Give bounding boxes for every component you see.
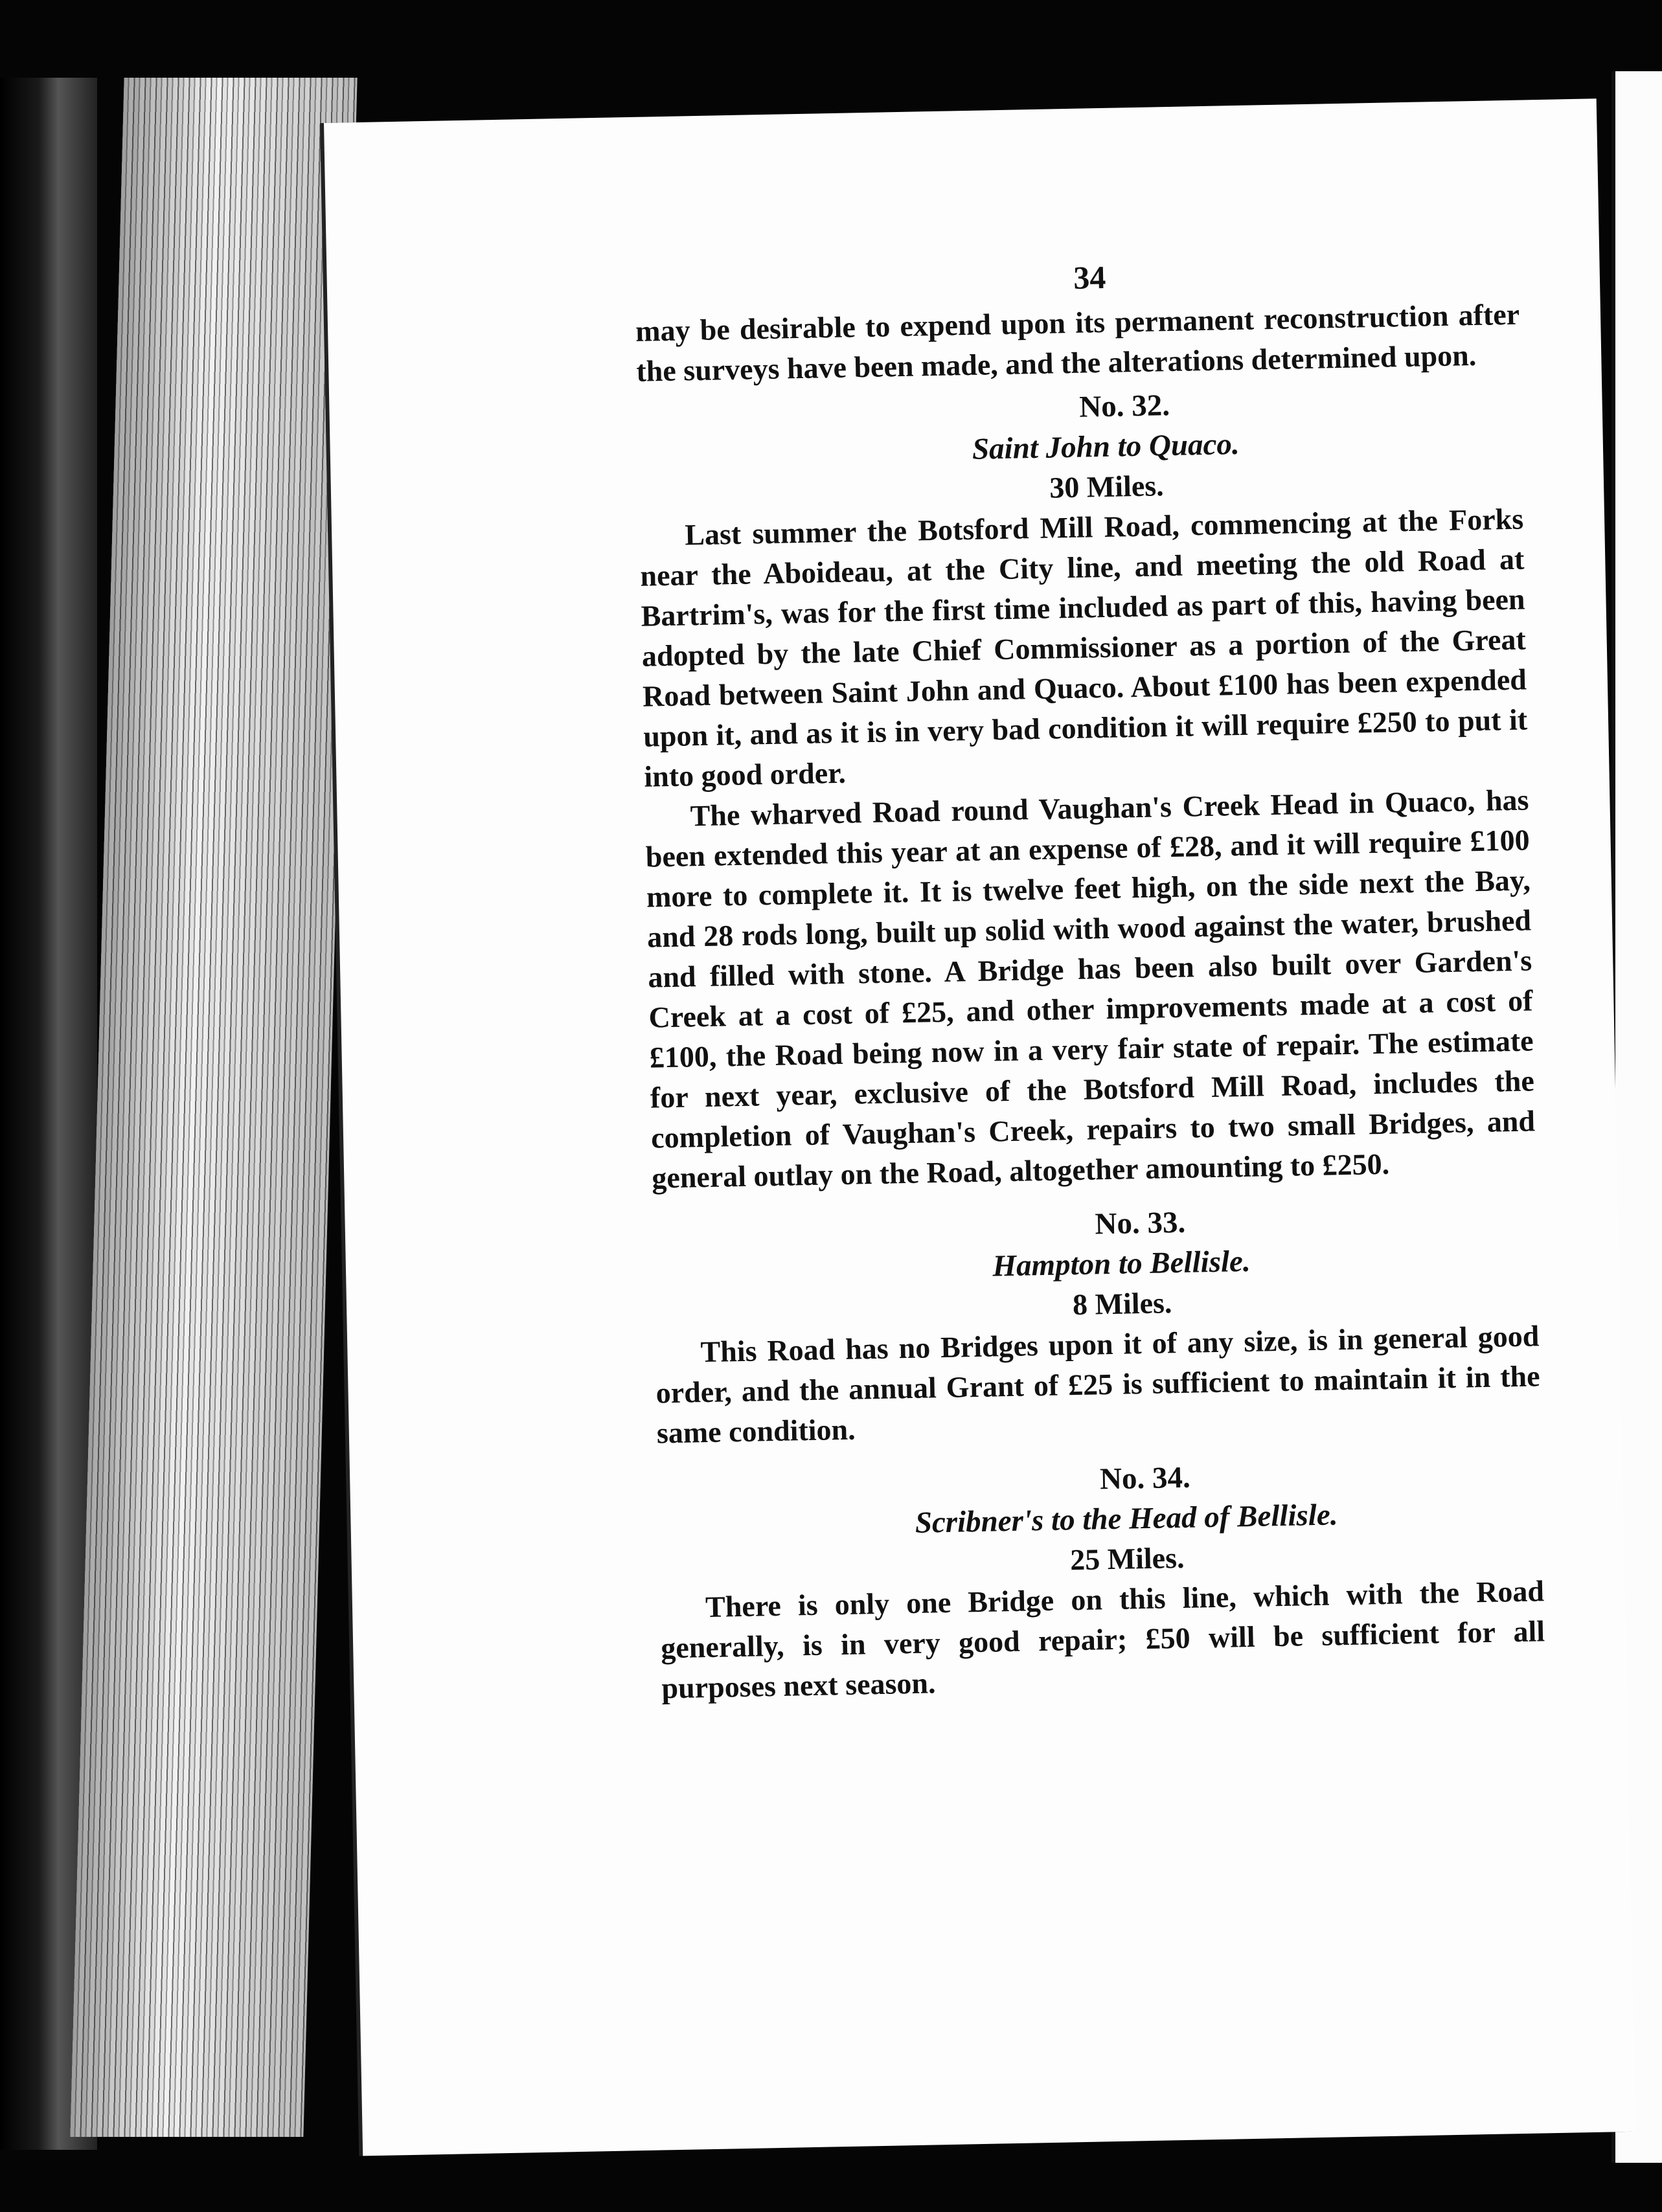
section-no-33 <box>652 1195 1541 1453</box>
section-paragraph: The wharved Road round Vaughan's Creek Head in Quaco, has been extended this year at an expense of £28, and it will require £100 more to complete it. It is twelve feet high, on the side next the Bay, and 28 rods long, built up solid with wood against the water, brushed and filled with stone. A Bridge has been also built over Garden's Creek at a cost of £25, and other improvements made at a cost of £100, the Road being now in a very fair state of repair. The estimate for next year, exclusive of the Botsford Mill Road, includes the completion of Vaughan's Creek, repairs to two small Bridges, and general outlay on the Road, altogether amounting to £250. <box>645 783 1536 1195</box>
section-miles: 25 Miles. <box>1069 1541 1185 1577</box>
section-miles: 30 Miles. <box>1049 469 1165 504</box>
page-number: 34 <box>1073 258 1106 296</box>
section-number: No. 33. <box>1095 1205 1186 1241</box>
section-paragraph: Last summer the Botsford Mill Road, commencing at the Forks near the Aboideau, at the City line, and meeting the old Road at Bartrim's, was for the first time included as part of this, having been adopted by the late Chief Commissioner as a portion of the Great Road between Saint John and Quaco. About £100 has been expended upon it, and as it is in very bad condition it will require £250 to put it into good order. <box>640 502 1528 793</box>
section-miles: 8 Miles. <box>1072 1286 1172 1322</box>
section-paragraph: This Road has no Bridges upon it of any size, is in general good order, and the annual Grant of £25 is sufficient to maintain it in the same condition. <box>655 1319 1540 1450</box>
intro-paragraph: may be desirable to expend upon its permanent reconstruction after the surveys have been made, and the alterations determined upon. <box>635 297 1520 388</box>
section-route: Hampton to Bellisle. <box>992 1244 1251 1283</box>
section-no-32 <box>637 379 1536 1199</box>
section-no-34 <box>657 1450 1546 1708</box>
section-route: Scribner's to the Head of Bellisle. <box>915 1498 1338 1540</box>
page-text <box>634 249 1546 1709</box>
section-number: No. 32. <box>1078 389 1170 424</box>
section-number: No. 34. <box>1099 1460 1191 1496</box>
book-page <box>324 98 1635 2156</box>
section-paragraph: There is only one Bridge on this line, which with the Road generally, is in very good repair; £50 will be sufficient for all purposes next season. <box>660 1574 1545 1705</box>
section-route: Saint John to Quaco. <box>972 427 1240 466</box>
